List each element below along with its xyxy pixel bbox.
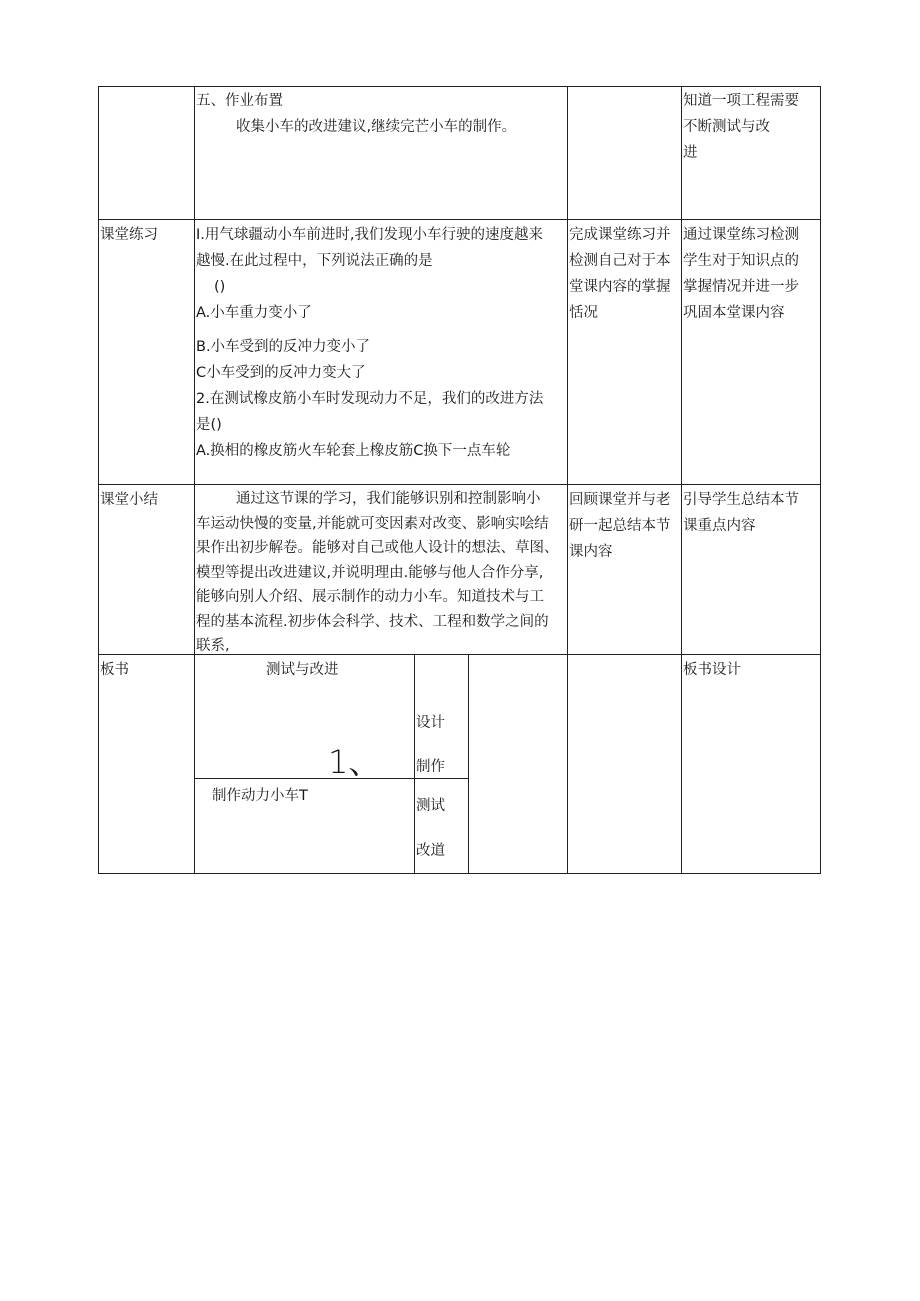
board-step-test: 测试 xyxy=(416,798,445,814)
homework-task: 收集小车的改进建议,继续完芒小车的制作。 xyxy=(236,119,517,135)
board-inner-divider xyxy=(414,654,415,874)
board-step-design: 设计 xyxy=(416,715,445,731)
table-border-left xyxy=(98,86,99,874)
column-divider xyxy=(681,86,682,874)
option-b: B.小车受到的反冲力变小了 xyxy=(196,339,371,355)
board-step-improve: 改道 xyxy=(416,843,445,859)
column-divider xyxy=(567,86,568,874)
summary-content: 通过这节课的学习，我们能够识别和控制影响小 车运动快慢的变量,并能就可变因素对改变、影响实哙结 果作出初步解卷。能够对自己或他人设计的想法、草图、 模型等提出改进建议,并说明理由.能够与他人合作分享, 能够向别人介绍、展示制作的动力小车。知道技术与工 程的基本流程.初步体会科学、技术、工程和数学之间的 联系, xyxy=(196,491,559,654)
question-1: I.用气球疆动小车前进时,我们发现小车行驶的速度越来 xyxy=(196,227,543,243)
board-purpose: 板书设计 xyxy=(683,662,741,678)
practice-label: 课堂练习 xyxy=(100,227,158,243)
question-2-options: A.换相的橡皮筋火车轮套上橡皮筋C换下一点车轮 xyxy=(196,443,511,459)
practice-purpose: 通过课堂练习检测 学生对于知识点的 掌握情况并进一步 巩固本堂课内容 xyxy=(683,227,799,321)
answer-blank: () xyxy=(214,279,226,295)
column-divider xyxy=(194,86,195,874)
practice-content: I.用气球疆动小车前进时,我们发现小车行驶的速度越来 越慢.在此过程中，下列说法正确的是 () A.小车重力变小了 B.小车受到的反冲力变小了 C小车受到的反冲力变大了 2.在测试橡皮筋小车时发现动力不足，我们的改进方法 是() A.换相的橡皮筋火车轮套上橡皮筋C换下一点车轮 xyxy=(196,222,566,464)
option-c: C小车受到的反冲力变大了 xyxy=(196,365,366,381)
board-step-make: 制作 xyxy=(416,759,445,775)
homework-heading: 五、作业布置 xyxy=(196,93,283,109)
board-inner-divider xyxy=(468,654,469,874)
question-2: 2.在测试橡皮筋小车时发现动力不足，我们的改进方法 xyxy=(196,391,544,407)
homework-purpose: 知道一项工程需要 不断测试与改 进 xyxy=(683,93,799,161)
row-divider xyxy=(98,484,820,485)
table-border-top xyxy=(98,86,820,87)
summary-label: 课堂小结 xyxy=(100,492,158,508)
homework-content xyxy=(196,88,566,140)
board-title: 测试与改进 xyxy=(266,662,339,678)
board-item: 制作动力小车T xyxy=(212,788,308,804)
practice-student-activity: 完成课堂练习并 检测自己对于本 堂课内容的掌握 恬况 xyxy=(569,227,671,321)
option-a: A.小车重力变小了 xyxy=(196,305,312,321)
board-number-mark: 1、 xyxy=(328,743,381,781)
board-label: 板书 xyxy=(100,662,129,678)
table-border-right xyxy=(820,86,821,874)
table-border-bottom xyxy=(98,873,820,874)
row-divider xyxy=(98,219,820,220)
summary-purpose: 引导学生总结本节 课重点内容 xyxy=(683,492,799,534)
summary-student-activity: 回顾课堂并与老 研一起总结本节 课内容 xyxy=(569,492,671,560)
